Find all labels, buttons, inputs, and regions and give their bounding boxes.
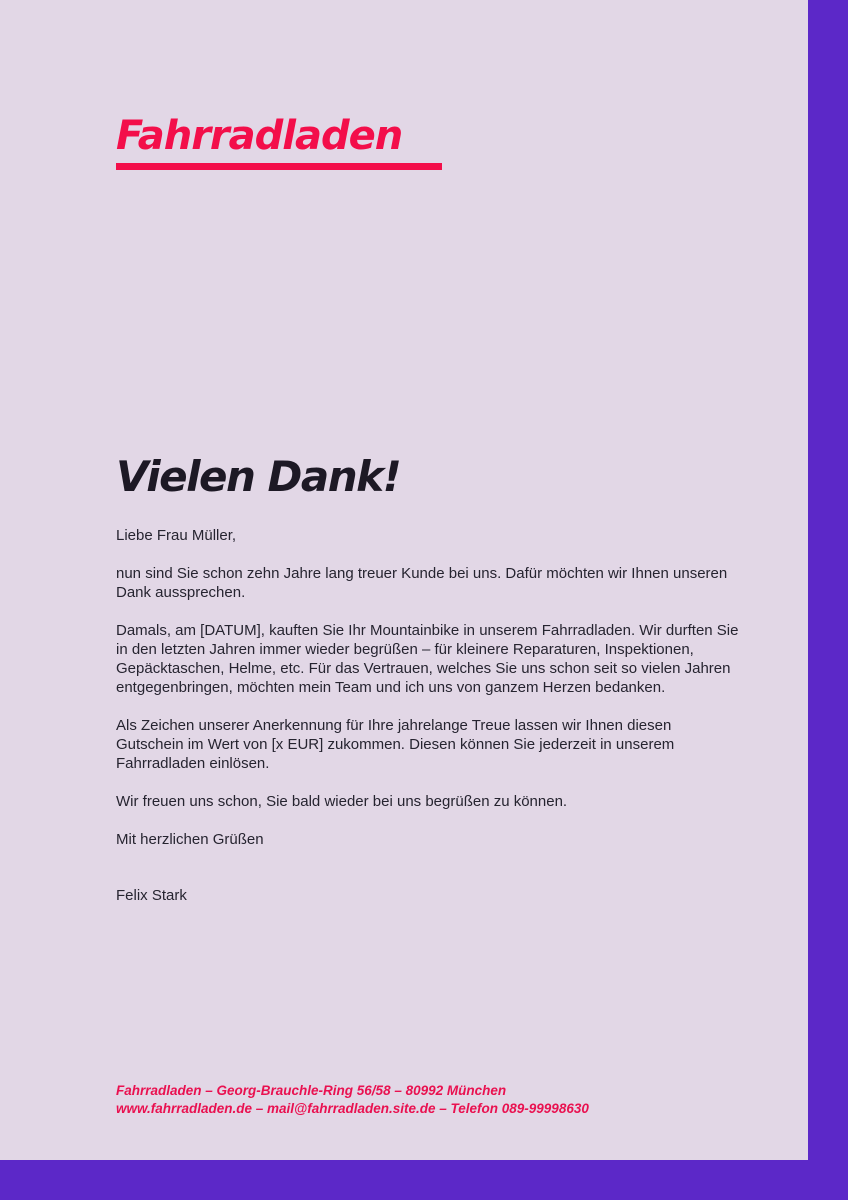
closing: Mit herzlichen Grüßen — [116, 831, 264, 848]
letter-body — [116, 526, 741, 924]
salutation: Liebe Frau Müller, — [116, 527, 237, 544]
brand-logo — [116, 114, 442, 170]
letter-heading: Vielen Dank! — [116, 452, 401, 501]
brand-logo-text: Fahrradladen — [116, 113, 403, 159]
logo-underline — [116, 163, 442, 170]
right-accent-bar — [808, 0, 848, 1200]
paragraph: Als Zeichen unserer Anerkennung für Ihre jahrelange Treue lassen wir Ihnen diesen Gutschein im Wert von [x EUR] zukommen. Diesen können Sie jederzeit in unserem Fahrradladen einlösen. — [116, 717, 675, 772]
signature: Felix Stark — [116, 887, 187, 904]
paragraph: nun sind Sie schon zehn Jahre lang treuer Kunde bei uns. Dafür möchten wir Ihnen unseren Dank aussprechen. — [116, 565, 728, 601]
paragraph: Wir freuen uns schon, Sie bald wieder bei uns begrüßen zu können. — [116, 793, 568, 810]
footer-contact-line: www.fahrradladen.de – mail@fahrradladen.site.de – Telefon 089-99998630 — [116, 1101, 589, 1116]
paragraph: Damals, am [DATUM], kauften Sie Ihr Mountainbike in unserem Fahrradladen. Wir durften Sie in den letzten Jahren immer wieder begrüßen – für kleinere Reparaturen, Inspektionen, Gepäcktaschen, Helme, etc. Für das Vertrauen, welches Sie uns schon seit so vielen Jahren entgegenbringen, möchten mein Team und ich uns von ganzem Herzen bedanken. — [116, 622, 739, 696]
footer-address-line: Fahrradladen – Georg-Brauchle-Ring 56/58 – 80992 München — [116, 1083, 507, 1098]
bottom-accent-bar — [0, 1160, 848, 1200]
footer-contact — [116, 1082, 741, 1118]
